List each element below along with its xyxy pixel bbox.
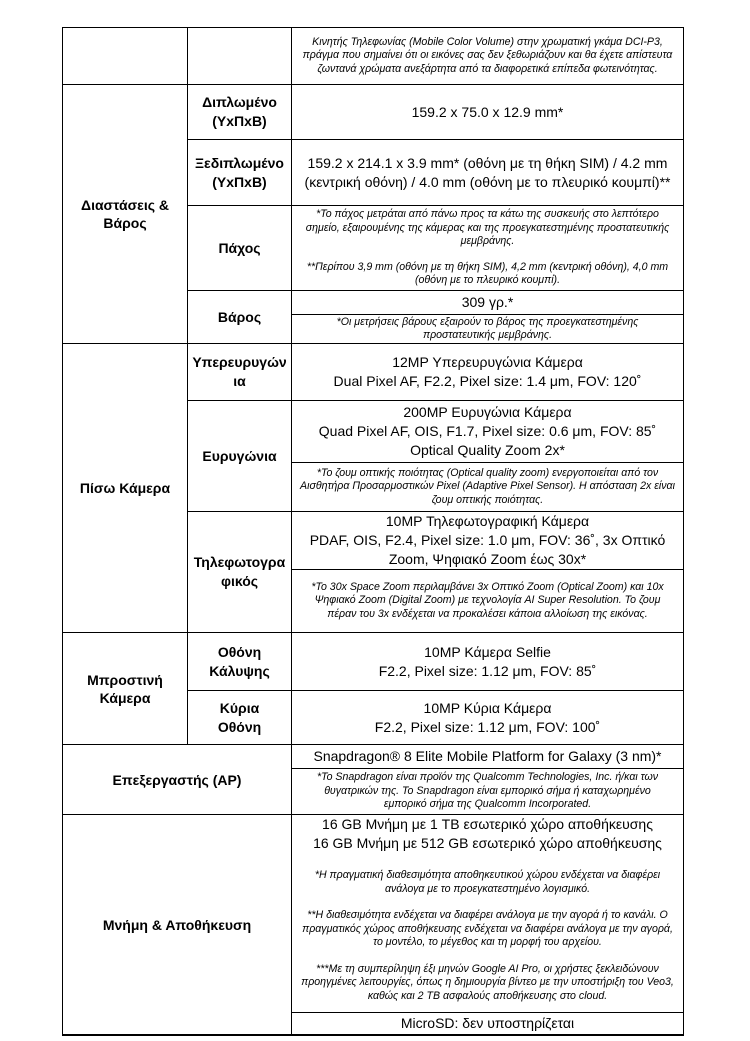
value-main-screen: 10MP Κύρια Κάμερα F2.2, Pixel size: 1.12 μm, FOV: 100˚ [374,699,601,735]
label-weight: Βάρος [217,308,262,325]
value-processor: Snapdragon® 8 Elite Mobile Platform for Galaxy (3 nm)* [313,748,662,764]
label-telephoto: Τηλεφωτογραφικός [193,554,286,589]
category-dimensions: Διαστάσεις & Βάρος [81,197,169,231]
label-main-screen: Κύρια Οθόνη [217,699,262,735]
category-front-camera: Μπροστινή Κάμερα [87,671,163,706]
category-rear-camera: Πίσω Κάμερα [79,480,171,496]
category-memory: Μνήμη & Αποθήκευση [102,916,252,933]
note-thickness: *Το πάχος μετράται από πάνω προς τα κάτω της συσκευής στο λεπτότερο σημείο, εξαιρουμένης της κάμερας και της προεγκατεστημένης προστατευτικής μεμβράνης. **Περίπου 3,9 mm (οθόνη με τη θήκη SIM), 4,2 mm (κεντρική οθόνη), 4,0 mm (οθόνη με το πλευρικό κουμπί). [305,208,670,287]
value-telephoto: 10MP Τηλεφωτογραφική Κάμερα PDAF, OIS, F2.4, Pixel size: 1.0 μm, FOV: 36˚, 3x Οπτικό Zoom, Ψηφιακό Zoom έως 30x* [309,513,666,567]
label-wide: Ευρυγώνια [202,447,277,464]
value-cover-screen: 10MP Κάμερα Selfie F2.2, Pixel size: 1.12 μm, FOV: 85˚ [378,643,597,679]
value-ultrawide: 12MP Υπερευρυγώνια Κάμερα Dual Pixel AF, F2.2, Pixel size: 1.4 μm, FOV: 120˚ [333,354,642,389]
value-microsd: MicroSD: δεν υποστηρίζεται [400,1015,575,1031]
category-processor: Επεξεργαστής (AP) [112,771,242,788]
value-weight: 309 γρ.* [461,294,514,310]
continuation-note: Κινητής Τηλεφωνίας (Mobile Color Volume) στην χρωματική γκάμα DCI-P3, πράγμα που σημαίνει ότι οι εικόνες σας δεν ξεθωριάζουν και θα έχετε απίστευτα ζωντανά χρώματα ανεξάρτητα από τα διαφορετικά επίπεδα φωτεινότητας. [302,35,673,75]
note-telephoto: *Το 30x Space Zoom περιλαμβάνει 3x Οπτικό Zoom (Optical Zoom) και 10x Ψηφιακό Zoom (Digital Zoom) με τεχνολογία AI Super Resolution. Το ζουμ πέραν του 3x ενδέχεται να προκαλέσει κάποια αλλοίωση της εικόνας. [311,580,664,620]
note-processor: *Το Snapdragon είναι προϊόν της Qualcomm Technologies, Inc. ή/και των θυγατρικών της. Το Snapdragon είναι εμπορικό σήμα ή καταχωρημένο εμπορικό σήμα της Qualcomm Incorporated. [316,771,659,811]
label-cover-screen: Οθόνη Κάλυψης [209,643,270,679]
label-thickness: Πάχος [218,239,261,256]
value-folded: 159.2 x 75.0 x 12.9 mm* [411,103,564,120]
label-unfolded: Ξεδιπλωμένο (ΥxΠxΒ) [195,154,284,190]
label-ultrawide: Υπερευρυγώνια [192,354,287,389]
label-folded: Διπλωμένο (ΥxΠxΒ) [202,94,277,129]
value-memory: 16 GB Μνήμη με 1 TB εσωτερικό χώρο αποθήκευσης 16 GB Μνήμη με 512 GB εσωτερικό χώρο αποθήκευσης *Η πραγματική διαθεσιμότητα αποθηκευτικού χώρου ενδέχεται να διαφέρει ανάλογα με το προεγκατεστημένο λογισμικό. **Η διαθεσιμότητα ενδέχεται να διαφέρει ανάλογα με την αγορά ή το κανάλι. Ο πραγματικός χώρος αποθήκευσης ενδέχεται να διαφέρει ανάλογα με την αγορά, το μοντέλο, το μέγεθος και τη μορφή του αρχείου. ***Με τη συμπερίληψη έξι μηνών Google AI Pro, οι χρήστες ξεκλειδώνουν προηγμένες λειτουργίες, όπως η δημιουργία βίντεο με την υποστήριξη του Veo3, καθώς και 2 TB ασφαλούς αποθήκευσης στο cloud. [301,816,674,1002]
value-wide: 200MP Ευρυγώνια Κάμερα Quad Pixel AF, OIS, F1.7, Pixel size: 0.6 μm, FOV: 85˚ Optical Quality Zoom 2x* [318,404,657,458]
table-border-right [683,27,684,1035]
note-weight: *Οι μετρήσεις βάρους εξαιρούν το βάρος της προεγκατεστημένης προστατευτικής μεμβράνης. [336,315,639,341]
note-wide: *Το ζουμ οπτικής ποιότητας (Optical quality zoom) ενεργοποιείται από τον Αισθητήρα Προσαρμοστικών Pixel (Adaptive Pixel Sensor). Η απόσταση 2x είναι ζουμ οπτικής ποιότητας. [300,466,675,506]
value-unfolded: 159.2 x 214.1 x 3.9 mm* (οθόνη με τη θήκη SIM) / 4.2 mm (κεντρική οθόνη) / 4.0 mm (οθόνη με το πλευρικό κουμπί)** [304,154,671,190]
table-border-bottom [62,1034,684,1036]
